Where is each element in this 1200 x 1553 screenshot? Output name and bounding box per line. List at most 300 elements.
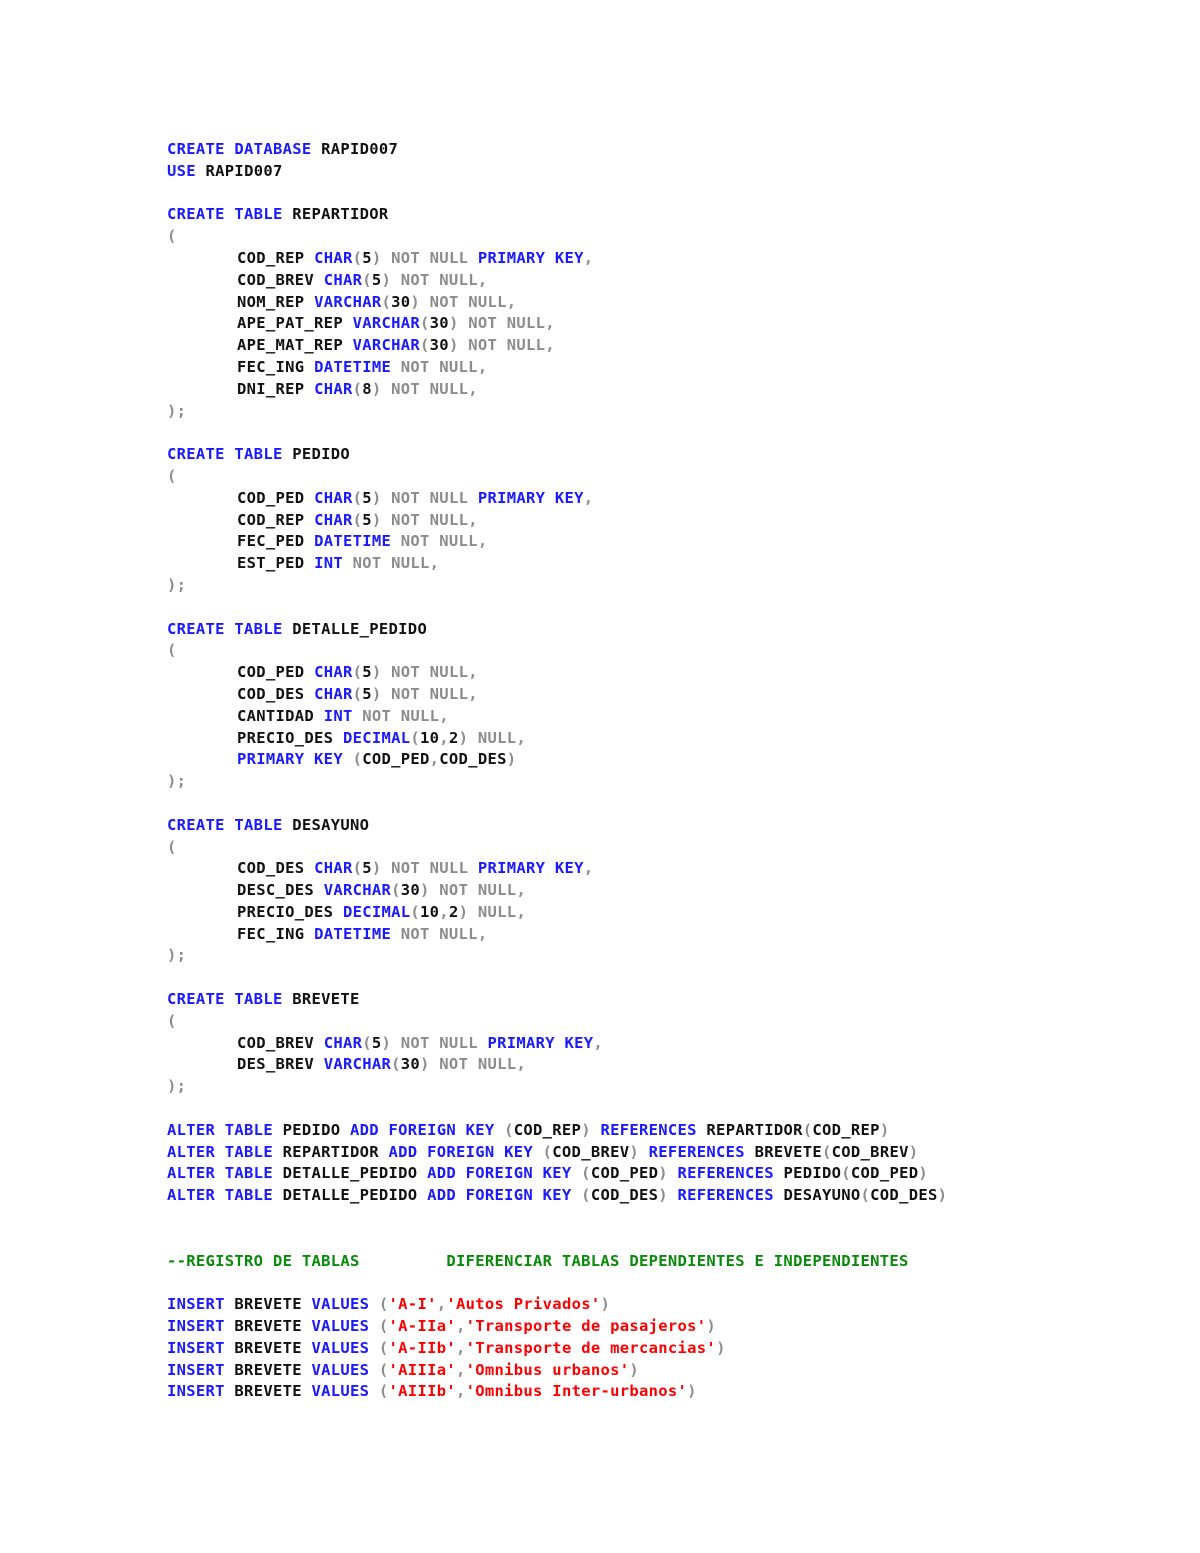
- code-line: [167, 1294, 1167, 1316]
- sql-identifier: DESAYUNO: [773, 1186, 861, 1205]
- code-line: [167, 183, 1167, 205]
- sql-punctuation: (: [362, 270, 372, 289]
- sql-punctuation: ): [371, 663, 382, 682]
- code-line: [167, 553, 1167, 575]
- sql-identifier: COD_PED: [362, 750, 430, 769]
- sql-keyword: VARCHAR: [323, 881, 392, 900]
- sql-punctuation: (: [352, 663, 363, 682]
- sql-identifier: PRECIO_DES: [237, 728, 343, 747]
- sql-identifier: 30: [429, 336, 449, 355]
- sql-punctuation: (: [342, 750, 363, 769]
- sql-keyword: CHAR: [323, 1033, 363, 1052]
- sql-identifier: FEC_ING: [237, 357, 315, 376]
- sql-identifier: BREVETE: [282, 990, 360, 1009]
- sql-punctuation: );: [167, 1077, 187, 1096]
- sql-keyword: PRIMARY KEY: [237, 750, 343, 769]
- sql-constraint: NOT NULL: [342, 554, 430, 573]
- sql-identifier: PEDIDO: [773, 1164, 842, 1183]
- sql-identifier: BREVETE: [224, 1317, 312, 1336]
- sql-identifier: CANTIDAD: [237, 706, 324, 725]
- sql-punctuation: ,: [468, 379, 478, 398]
- sql-constraint: NOT NULL: [391, 357, 478, 376]
- sql-punctuation: ,: [545, 314, 555, 333]
- code-line: [167, 1142, 1167, 1164]
- sql-punctuation: ,: [429, 750, 440, 769]
- sql-identifier: APE_MAT_REP: [237, 336, 353, 355]
- sql-punctuation: ): [410, 292, 421, 311]
- sql-string: 'Transporte de mercancias': [465, 1338, 717, 1357]
- code-line: [167, 597, 1167, 619]
- sql-identifier: 30: [429, 314, 449, 333]
- sql-identifier: COD_REP: [513, 1120, 582, 1139]
- sql-identifier: APE_PAT_REP: [237, 314, 353, 333]
- sql-keyword: VALUES: [311, 1295, 370, 1314]
- sql-punctuation: ,: [477, 357, 488, 376]
- sql-identifier: COD_DES: [439, 750, 507, 769]
- sql-punctuation: ): [381, 1033, 392, 1052]
- sql-punctuation: ): [371, 248, 382, 267]
- code-line: [167, 1054, 1167, 1076]
- sql-punctuation: (: [410, 902, 421, 921]
- sql-identifier: COD_DES: [590, 1186, 659, 1205]
- sql-comment: --REGISTRO DE TABLAS DIFERENCIAR TABLAS DEPENDIENTES E INDEPENDIENTES: [167, 1251, 909, 1270]
- sql-keyword: INSERT: [167, 1382, 225, 1401]
- sql-punctuation: ,: [545, 336, 555, 355]
- sql-punctuation: (: [494, 1120, 514, 1139]
- code-line: [167, 270, 1167, 292]
- sql-keyword: VALUES: [311, 1338, 370, 1357]
- sql-punctuation: ,: [477, 924, 488, 943]
- sql-keyword: DECIMAL: [342, 728, 411, 747]
- sql-keyword: PRIMARY KEY: [487, 1033, 594, 1052]
- sql-keyword: INSERT: [167, 1295, 225, 1314]
- sql-identifier: COD_BREV: [552, 1142, 630, 1161]
- sql-punctuation: ): [371, 510, 382, 529]
- sql-identifier: DESAYUNO: [282, 815, 370, 834]
- sql-identifier: COD_DES: [237, 684, 315, 703]
- sql-identifier: COD_PED: [237, 663, 315, 682]
- sql-keyword: USE: [167, 161, 196, 180]
- sql-punctuation: ,: [583, 488, 594, 507]
- sql-punctuation: );: [167, 772, 187, 791]
- sql-identifier: DETALLE_PEDIDO: [282, 619, 428, 638]
- sql-punctuation: ,: [516, 1055, 526, 1074]
- sql-string: 'AIIIa': [388, 1360, 456, 1379]
- sql-keyword: DATETIME: [314, 924, 392, 943]
- sql-keyword: CHAR: [323, 270, 363, 289]
- sql-punctuation: );: [167, 946, 187, 965]
- sql-punctuation: );: [167, 401, 187, 420]
- code-line: [167, 292, 1167, 314]
- sql-identifier: FEC_PED: [237, 532, 315, 551]
- sql-keyword: DECIMAL: [342, 902, 411, 921]
- sql-punctuation: ): [448, 314, 459, 333]
- sql-identifier: COD_REP: [237, 510, 315, 529]
- sql-constraint: NOT NULL: [429, 1055, 517, 1074]
- code-line: [167, 793, 1167, 815]
- sql-punctuation: ): [687, 1382, 697, 1401]
- code-line: [167, 619, 1167, 641]
- sql-identifier: 5: [362, 248, 372, 267]
- sql-identifier: COD_BREV: [831, 1142, 909, 1161]
- sql-punctuation: ): [658, 1164, 678, 1183]
- sql-identifier: COD_PED: [850, 1164, 919, 1183]
- code-line: [167, 1360, 1167, 1382]
- code-line: [167, 510, 1167, 532]
- sql-keyword: REFERENCES: [648, 1142, 745, 1161]
- sql-identifier: PEDIDO: [282, 445, 351, 464]
- sql-identifier: NOM_REP: [237, 292, 315, 311]
- code-line: [167, 313, 1167, 335]
- sql-punctuation: (: [420, 336, 430, 355]
- sql-identifier: RAPID007: [311, 140, 399, 158]
- sql-punctuation: ,: [429, 554, 440, 573]
- sql-keyword: INT: [323, 706, 353, 725]
- sql-punctuation: ): [458, 728, 469, 747]
- sql-keyword: VARCHAR: [352, 336, 421, 355]
- code-line: [167, 1120, 1167, 1142]
- sql-punctuation: ,: [583, 859, 594, 878]
- sql-punctuation: (: [822, 1142, 832, 1161]
- sql-punctuation: (: [533, 1142, 553, 1161]
- code-line: [167, 1076, 1167, 1098]
- sql-punctuation: ,: [516, 902, 527, 921]
- code-line: [167, 1011, 1167, 1033]
- sql-identifier: BREVETE: [224, 1382, 312, 1401]
- sql-constraint: NOT NULL: [429, 881, 517, 900]
- sql-keyword: VARCHAR: [314, 292, 382, 311]
- sql-identifier: COD_REP: [812, 1120, 880, 1139]
- sql-identifier: 30: [400, 881, 421, 900]
- code-line: [167, 1185, 1167, 1207]
- sql-punctuation: ,: [455, 1382, 466, 1401]
- sql-keyword: CREATE TABLE: [167, 990, 283, 1009]
- sql-keyword: ALTER TABLE: [167, 1120, 273, 1139]
- sql-identifier: 5: [371, 270, 382, 289]
- sql-identifier: 5: [362, 510, 372, 529]
- sql-keyword: ADD FOREIGN KEY: [427, 1186, 572, 1205]
- sql-punctuation: ): [371, 684, 382, 703]
- sql-punctuation: (: [167, 227, 177, 246]
- sql-string: 'Omnibus urbanos': [465, 1360, 630, 1379]
- sql-punctuation: (: [571, 1164, 591, 1183]
- sql-punctuation: (: [167, 837, 177, 856]
- sql-identifier: 30: [391, 292, 411, 311]
- sql-keyword: PRIMARY KEY: [477, 488, 584, 507]
- sql-constraint: NOT NULL: [381, 488, 478, 507]
- sql-identifier: BREVETE: [224, 1360, 312, 1379]
- sql-identifier: 8: [362, 379, 372, 398]
- sql-punctuation: ,: [506, 292, 517, 311]
- sql-punctuation: ): [581, 1120, 601, 1139]
- sql-punctuation: ): [458, 902, 469, 921]
- sql-keyword: REFERENCES: [677, 1164, 774, 1183]
- sql-constraint: NOT NULL: [420, 292, 507, 311]
- sql-constraint: NOT NULL: [381, 379, 469, 398]
- sql-keyword: DATETIME: [314, 357, 392, 376]
- code-line: [167, 662, 1167, 684]
- code-line: [167, 967, 1167, 989]
- code-line: [167, 161, 1167, 183]
- sql-keyword: REFERENCES: [600, 1120, 697, 1139]
- sql-punctuation: (: [352, 859, 363, 878]
- sql-identifier: REPARTIDOR: [696, 1120, 803, 1139]
- sql-identifier: 2: [448, 728, 459, 747]
- code-line: [167, 837, 1167, 859]
- sql-punctuation: ,: [468, 510, 478, 529]
- sql-identifier: PEDIDO: [272, 1120, 351, 1139]
- sql-constraint: NOT NULL: [381, 684, 469, 703]
- sql-identifier: COD_DES: [237, 859, 315, 878]
- sql-identifier: DNI_REP: [237, 379, 315, 398]
- sql-string: 'Autos Privados': [446, 1295, 601, 1314]
- sql-keyword: PRIMARY KEY: [477, 248, 584, 267]
- sql-keyword: INSERT: [167, 1317, 225, 1336]
- sql-punctuation: ): [600, 1295, 611, 1314]
- sql-identifier: REPARTIDOR: [272, 1142, 389, 1161]
- code-line: [167, 728, 1167, 750]
- sql-punctuation: ): [658, 1186, 678, 1205]
- code-line: [167, 422, 1167, 444]
- sql-constraint: NOT NULL: [458, 336, 546, 355]
- sql-identifier: COD_PED: [237, 488, 315, 507]
- code-line: [167, 488, 1167, 510]
- sql-punctuation: (: [352, 379, 363, 398]
- sql-punctuation: ,: [516, 881, 526, 900]
- sql-identifier: 5: [362, 684, 372, 703]
- sql-punctuation: ,: [439, 902, 449, 921]
- sql-identifier: 5: [362, 859, 372, 878]
- code-line: [167, 335, 1167, 357]
- sql-punctuation: ,: [468, 663, 478, 682]
- sql-keyword: REFERENCES: [677, 1186, 774, 1205]
- sql-keyword: CREATE TABLE: [167, 445, 283, 464]
- sql-keyword: INSERT: [167, 1360, 225, 1379]
- sql-punctuation: (: [381, 292, 392, 311]
- sql-keyword: ALTER TABLE: [167, 1164, 273, 1183]
- sql-keyword: VARCHAR: [323, 1055, 392, 1074]
- sql-keyword: ADD FOREIGN KEY: [350, 1120, 495, 1139]
- sql-keyword: ALTER TABLE: [167, 1142, 273, 1161]
- sql-keyword: VALUES: [311, 1382, 370, 1401]
- sql-identifier: DES_BREV: [237, 1055, 324, 1074]
- code-line: [167, 1316, 1167, 1338]
- sql-punctuation: (: [362, 1033, 372, 1052]
- sql-identifier: 5: [362, 488, 372, 507]
- sql-punctuation: (: [802, 1120, 813, 1139]
- sql-identifier: 5: [371, 1033, 382, 1052]
- sql-punctuation: ): [629, 1360, 640, 1379]
- code-line: [167, 379, 1167, 401]
- sql-punctuation: ): [918, 1164, 928, 1183]
- sql-punctuation: (: [391, 881, 401, 900]
- sql-constraint: NULL: [468, 902, 517, 921]
- sql-punctuation: );: [167, 575, 187, 594]
- sql-punctuation: (: [571, 1186, 591, 1205]
- sql-keyword: CHAR: [314, 684, 353, 703]
- sql-punctuation: ): [371, 379, 382, 398]
- code-line: [167, 466, 1167, 488]
- sql-punctuation: ,: [439, 728, 449, 747]
- sql-keyword: INSERT: [167, 1338, 225, 1357]
- sql-punctuation: ,: [516, 728, 527, 747]
- sql-punctuation: ,: [436, 1295, 447, 1314]
- code-line: [167, 684, 1167, 706]
- sql-punctuation: ): [506, 750, 517, 769]
- code-line: [167, 357, 1167, 379]
- sql-punctuation: ): [420, 881, 430, 900]
- sql-keyword: PRIMARY KEY: [477, 859, 584, 878]
- sql-keyword: CREATE TABLE: [167, 619, 283, 638]
- sql-punctuation: ): [420, 1055, 430, 1074]
- code-line: [167, 1163, 1167, 1185]
- sql-identifier: RAPID007: [195, 161, 283, 180]
- sql-punctuation: ,: [455, 1360, 466, 1379]
- sql-punctuation: (: [391, 1055, 401, 1074]
- sql-punctuation: ,: [593, 1033, 604, 1052]
- sql-constraint: NOT NULL: [381, 248, 478, 267]
- code-line: [167, 1098, 1167, 1120]
- sql-constraint: NOT NULL: [391, 1033, 488, 1052]
- sql-identifier: 5: [362, 663, 372, 682]
- sql-string: 'Omnibus Inter-urbanos': [465, 1382, 688, 1401]
- sql-punctuation: ): [381, 270, 392, 289]
- sql-punctuation: (: [352, 488, 363, 507]
- sql-punctuation: (: [352, 684, 363, 703]
- sql-keyword: VALUES: [311, 1317, 370, 1336]
- code-line: [167, 1272, 1167, 1294]
- sql-string: 'A-I': [388, 1295, 437, 1314]
- sql-punctuation: (: [167, 1011, 177, 1030]
- sql-keyword: CREATE TABLE: [167, 205, 283, 224]
- sql-identifier: COD_BREV: [237, 1033, 324, 1052]
- code-line: [167, 139, 1167, 161]
- sql-identifier: DETALLE_PEDIDO: [272, 1186, 428, 1205]
- sql-keyword: CHAR: [314, 859, 353, 878]
- sql-identifier: 2: [448, 902, 459, 921]
- code-line: [167, 531, 1167, 553]
- sql-punctuation: ,: [439, 706, 449, 725]
- sql-string: 'Transporte de pasajeros': [465, 1317, 707, 1336]
- code-line: [167, 815, 1167, 837]
- sql-identifier: 30: [400, 1055, 421, 1074]
- sql-identifier: BREVETE: [224, 1338, 312, 1357]
- sql-constraint: NOT NULL: [391, 924, 478, 943]
- sql-punctuation: ): [706, 1317, 717, 1336]
- sql-punctuation: ): [629, 1142, 649, 1161]
- sql-constraint: NOT NULL: [381, 859, 478, 878]
- sql-punctuation: ): [371, 488, 382, 507]
- sql-constraint: NOT NULL: [381, 510, 469, 529]
- sql-identifier: COD_BREV: [237, 270, 324, 289]
- code-line: [167, 880, 1167, 902]
- sql-keyword: CREATE DATABASE: [167, 140, 312, 158]
- code-line: [167, 226, 1167, 248]
- code-line: [167, 1338, 1167, 1360]
- sql-keyword: VARCHAR: [352, 314, 421, 333]
- sql-keyword: CHAR: [314, 510, 353, 529]
- code-line: [167, 945, 1167, 967]
- sql-punctuation: ,: [583, 248, 594, 267]
- code-line: [167, 1207, 1167, 1229]
- sql-punctuation: ,: [455, 1338, 466, 1357]
- code-line: [167, 771, 1167, 793]
- sql-punctuation: ): [371, 859, 382, 878]
- code-line: [167, 1229, 1167, 1251]
- sql-punctuation: ,: [477, 532, 488, 551]
- code-line: [167, 640, 1167, 662]
- sql-identifier: EST_PED: [237, 554, 315, 573]
- sql-keyword: CHAR: [314, 663, 353, 682]
- sql-punctuation: ): [879, 1120, 890, 1139]
- sql-identifier: BREVETE: [224, 1295, 312, 1314]
- code-line: [167, 204, 1167, 226]
- sql-constraint: NOT NULL: [458, 314, 546, 333]
- code-line: [167, 924, 1167, 946]
- sql-keyword: ADD FOREIGN KEY: [427, 1164, 572, 1183]
- sql-keyword: DATETIME: [314, 532, 392, 551]
- code-line: [167, 1381, 1167, 1403]
- sql-keyword: VALUES: [311, 1360, 370, 1379]
- sql-punctuation: (: [352, 510, 363, 529]
- sql-punctuation: (: [352, 248, 363, 267]
- sql-punctuation: ): [448, 336, 459, 355]
- sql-punctuation: (: [841, 1164, 851, 1183]
- code-line: [167, 248, 1167, 270]
- sql-punctuation: ): [937, 1186, 948, 1205]
- sql-punctuation: (: [167, 466, 177, 485]
- code-line: [167, 1033, 1167, 1055]
- sql-keyword: ADD FOREIGN KEY: [388, 1142, 534, 1161]
- code-line: [167, 1251, 1167, 1273]
- sql-punctuation: ,: [468, 684, 478, 703]
- sql-identifier: 10: [420, 902, 440, 921]
- sql-identifier: BREVETE: [744, 1142, 823, 1161]
- sql-punctuation: (: [369, 1382, 389, 1401]
- sql-punctuation: (: [410, 728, 421, 747]
- sql-punctuation: (: [369, 1295, 389, 1314]
- sql-keyword: CHAR: [314, 248, 353, 267]
- sql-constraint: NOT NULL: [391, 532, 478, 551]
- sql-keyword: CREATE TABLE: [167, 815, 283, 834]
- code-line: [167, 749, 1167, 771]
- sql-punctuation: (: [369, 1317, 389, 1336]
- sql-identifier: COD_PED: [590, 1164, 659, 1183]
- sql-keyword: CHAR: [314, 488, 353, 507]
- sql-punctuation: ): [908, 1142, 919, 1161]
- sql-punctuation: ,: [477, 270, 488, 289]
- code-line: [167, 902, 1167, 924]
- sql-identifier: REPARTIDOR: [282, 205, 389, 224]
- sql-identifier: DETALLE_PEDIDO: [272, 1164, 428, 1183]
- sql-string: 'AIIIb': [388, 1382, 456, 1401]
- sql-punctuation: ,: [455, 1317, 466, 1336]
- sql-constraint: NOT NULL: [352, 706, 440, 725]
- sql-string: 'A-IIa': [388, 1317, 456, 1336]
- sql-code-block: [167, 139, 1167, 1403]
- code-line: [167, 858, 1167, 880]
- sql-identifier: DESC_DES: [237, 881, 324, 900]
- sql-constraint: NOT NULL: [381, 663, 469, 682]
- sql-keyword: ALTER TABLE: [167, 1186, 273, 1205]
- sql-keyword: CHAR: [314, 379, 353, 398]
- sql-constraint: NOT NULL: [391, 270, 478, 289]
- sql-keyword: INT: [314, 554, 343, 573]
- sql-string: 'A-IIb': [388, 1338, 456, 1357]
- code-line: [167, 444, 1167, 466]
- code-line: [167, 989, 1167, 1011]
- sql-constraint: NULL: [468, 728, 517, 747]
